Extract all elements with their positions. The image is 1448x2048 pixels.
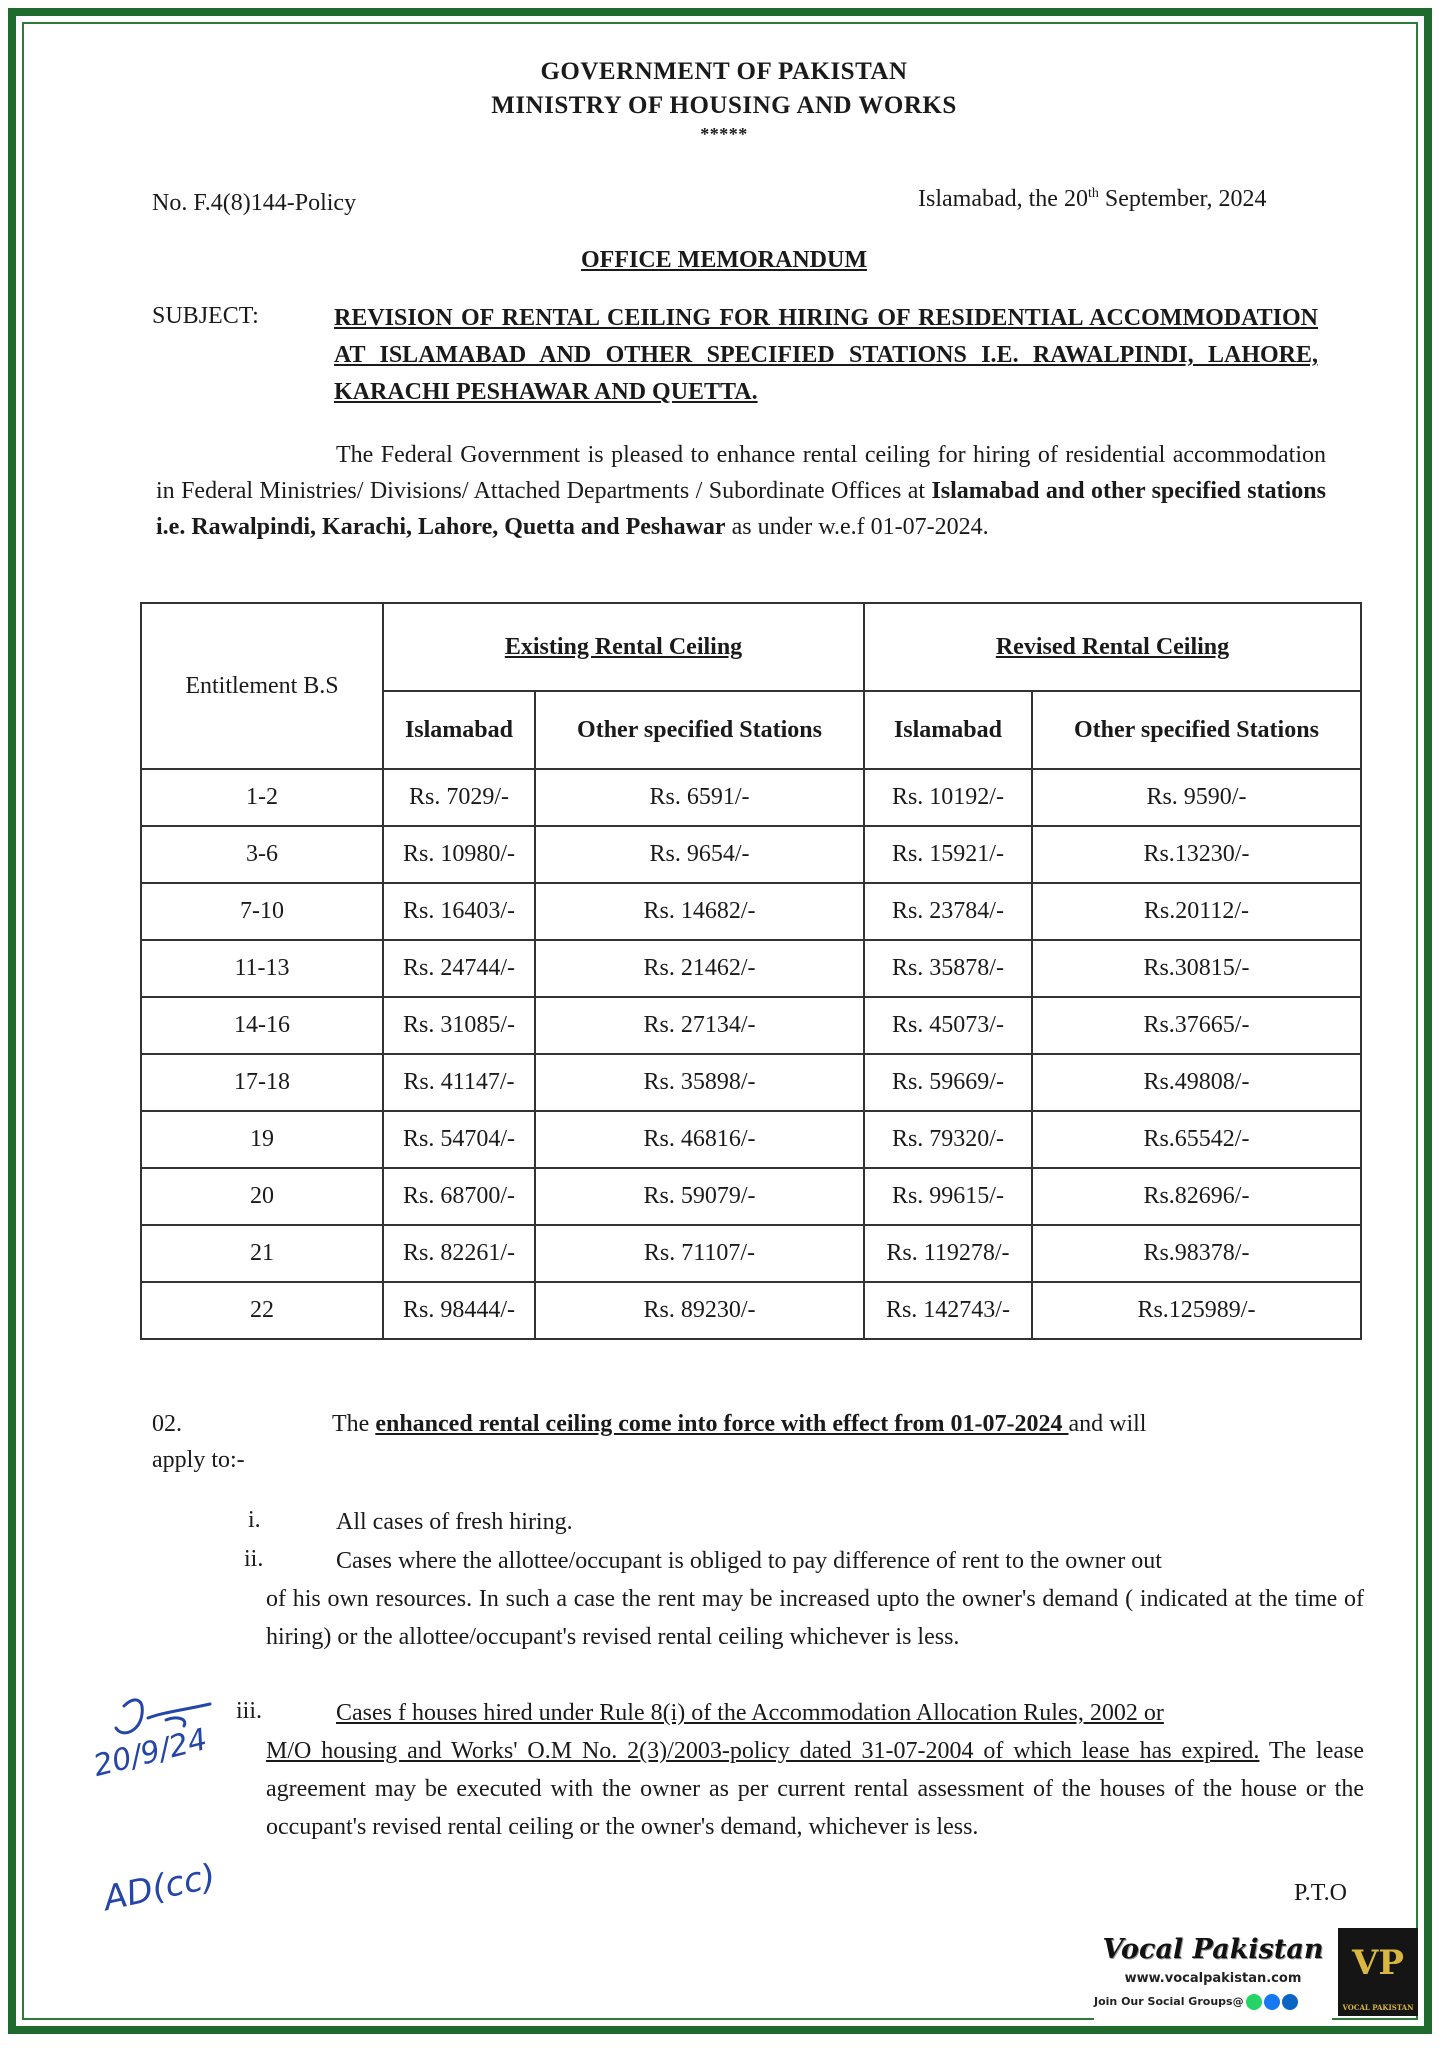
reference-date-prefix: Islamabad, the 20 [918, 186, 1088, 212]
bs-cell: 1-2 [141, 769, 383, 826]
header-ministry: MINISTRY OF HOUSING AND WORKS [491, 92, 957, 119]
whatsapp-icon [1246, 1994, 1262, 2010]
revised-other-cell: Rs.20112/- [1032, 883, 1361, 940]
existing-other-cell: Rs. 46816/- [535, 1111, 864, 1168]
revised-islamabad-cell: Rs. 99615/- [864, 1168, 1032, 1225]
intro-part2: as under w.e.f 01-07-2024. [725, 514, 989, 540]
logo-mark-text: VP [1352, 1943, 1404, 1983]
paragraph-02-post: and will [1068, 1411, 1147, 1437]
existing-islamabad-cell: Rs. 31085/- [383, 997, 535, 1054]
existing-header: Existing Rental Ceiling [383, 603, 864, 691]
revised-other-cell: Rs.82696/- [1032, 1168, 1361, 1225]
existing-islamabad-cell: Rs. 54704/- [383, 1111, 535, 1168]
intro-bold: Islamabad and other specified stations i.e. Rawalpindi, Karachi, Lahore, Quetta and Peshawar [156, 478, 1326, 540]
existing-islamabad-cell: Rs. 24744/- [383, 940, 535, 997]
paragraph-02-line1 [152, 1406, 1360, 1442]
revised-other-cell: Rs. 9590/- [1032, 769, 1361, 826]
bs-cell: 22 [141, 1282, 383, 1339]
existing-other-cell: Rs. 27134/- [535, 997, 864, 1054]
linkedin-icon [1282, 1994, 1298, 2010]
revised-islamabad-cell: Rs. 119278/- [864, 1225, 1032, 1282]
table-row [141, 1168, 1361, 1225]
item-ii-rest: of his own resources. In such a case the rent may be increased upto the owner's demand ( indicated at the time of hiring) or the allottee/occupant's revised rental ceiling whichever is less. [266, 1586, 1364, 1650]
paragraph-02-underlined: enhanced rental ceiling come into force with effect from 01-07-2024 [375, 1411, 1069, 1437]
revised-islamabad-cell: Rs. 35878/- [864, 940, 1032, 997]
watermark-url: www.vocalpakistan.com [1124, 1971, 1302, 1986]
existing-other-cell: Rs. 59079/- [535, 1168, 864, 1225]
bs-cell: 7-10 [141, 883, 383, 940]
bs-cell: 20 [141, 1168, 383, 1225]
revised-other-cell: Rs.98378/- [1032, 1225, 1361, 1282]
revised-islamabad-header: Islamabad [864, 691, 1032, 769]
table-row [141, 940, 1361, 997]
watermark-social-text: Join Our Social Groups@ [1094, 1995, 1244, 2008]
item-iii-number: iii. [236, 1698, 263, 1724]
revised-header: Revised Rental Ceiling [864, 603, 1361, 691]
revised-islamabad-cell: Rs. 10192/- [864, 769, 1032, 826]
handwritten-initials: AD(cc) [100, 1856, 220, 1920]
revised-other-cell: Rs.13230/- [1032, 826, 1361, 883]
vocal-pakistan-watermark [1094, 1934, 1332, 2022]
item-ii-number: ii. [244, 1546, 264, 1572]
revised-other-cell: Rs.65542/- [1032, 1111, 1361, 1168]
item-ii-text [266, 1542, 1364, 1656]
facebook-icon [1264, 1994, 1280, 2010]
existing-other-cell: Rs. 71107/- [535, 1225, 864, 1282]
revised-islamabad-cell: Rs. 142743/- [864, 1282, 1032, 1339]
bs-cell: 3-6 [141, 826, 383, 883]
table-row [141, 826, 1361, 883]
table-row [141, 883, 1361, 940]
header-government: GOVERNMENT OF PAKISTAN [540, 58, 908, 85]
reference-date-suffix: September, 2024 [1098, 186, 1267, 212]
pto-label: P.T.O [1294, 1880, 1347, 1906]
entitlement-header: Entitlement B.S [141, 603, 383, 769]
existing-islamabad-cell: Rs. 7029/- [383, 769, 535, 826]
table-row [141, 1282, 1361, 1339]
vocal-pakistan-logo-icon [1338, 1928, 1418, 2016]
bs-cell: 19 [141, 1111, 383, 1168]
item-i-text: All cases of fresh hiring. [336, 1509, 573, 1535]
existing-islamabad-cell: Rs. 10980/- [383, 826, 535, 883]
revised-other-cell: Rs.125989/- [1032, 1282, 1361, 1339]
existing-islamabad-cell: Rs. 41147/- [383, 1054, 535, 1111]
existing-other-cell: Rs. 6591/- [535, 769, 864, 826]
item-iii-lead: Cases f houses hired under Rule 8(i) of the Accommodation Allocation Rules, 2002 or [336, 1700, 1164, 1726]
item-iii-underlined-rest: M/O housing and Works' O.M No. 2(3)/2003-policy dated 31-07-2004 of which lease has expired. [266, 1738, 1260, 1764]
table-row [141, 1111, 1361, 1168]
memo-title-text: OFFICE MEMORANDUM [581, 247, 867, 273]
existing-other-cell: Rs. 89230/- [535, 1282, 864, 1339]
item-ii-lead: Cases where the allottee/occupant is obliged to pay difference of rent to the owner out [336, 1548, 1162, 1574]
table-row [141, 1225, 1361, 1282]
table-row [141, 769, 1361, 826]
paragraph-02 [152, 1406, 1360, 1478]
header-stars: ***** [700, 124, 748, 144]
intro-part1: The Federal Government is pleased to enhance rental ceiling for hiring of residential accommodation in Federal Ministries/ Divisions/ Attached Departments / Subordinate Offices at [156, 442, 1326, 504]
item-iii-rest: The lease agreement may be executed with the owner as per current rental assessment of the houses of the house or the occupant's revised rental ceiling or the owner's demand, whichever is less. [266, 1738, 1365, 1840]
item-iii-text [266, 1694, 1364, 1846]
table-row [141, 1054, 1361, 1111]
existing-islamabad-cell: Rs. 68700/- [383, 1168, 535, 1225]
revised-islamabad-cell: Rs. 45073/- [864, 997, 1032, 1054]
existing-islamabad-cell: Rs. 82261/- [383, 1225, 535, 1282]
bs-cell: 17-18 [141, 1054, 383, 1111]
revised-other-header: Other specified Stations [1032, 691, 1361, 769]
bs-cell: 14-16 [141, 997, 383, 1054]
existing-islamabad-header: Islamabad [383, 691, 535, 769]
existing-other-cell: Rs. 14682/- [535, 883, 864, 940]
table-row [141, 997, 1361, 1054]
memo-title [0, 247, 1448, 274]
existing-other-cell: Rs. 21462/- [535, 940, 864, 997]
revised-other-cell: Rs.37665/- [1032, 997, 1361, 1054]
reference-date [918, 186, 1267, 213]
revised-islamabad-cell: Rs. 15921/- [864, 826, 1032, 883]
revised-islamabad-cell: Rs. 59669/- [864, 1054, 1032, 1111]
reference-number: No. F.4(8)144-Policy [152, 190, 357, 216]
revised-other-cell: Rs.49808/- [1032, 1054, 1361, 1111]
bs-cell: 21 [141, 1225, 383, 1282]
reference-date-sup: th [1087, 186, 1099, 201]
watermark-name: Vocal Pakistan [1102, 1934, 1324, 1965]
paragraph-02-pre: The [332, 1411, 376, 1437]
revised-islamabad-cell: Rs. 23784/- [864, 883, 1032, 940]
rental-ceiling-table [140, 602, 1362, 1340]
subject-text: REVISION OF RENTAL CEILING FOR HIRING OF RESIDENTIAL ACCOMMODATION AT ISLAMABAD AND OTHER SPECIFIED STATIONS I.E. RAWALPINDI, LAHORE, KARACHI PESHAWAR AND QUETTA. [334, 305, 1318, 405]
bs-cell: 11-13 [141, 940, 383, 997]
existing-islamabad-cell: Rs. 16403/- [383, 883, 535, 940]
paragraph-02-line2: apply to:- [152, 1447, 245, 1473]
item-iii-body [266, 1732, 1364, 1846]
revised-other-cell: Rs.30815/- [1032, 940, 1361, 997]
logo-mark-caption: VOCAL PAKISTAN [1342, 2003, 1414, 2012]
paragraph-02-number: 02. [152, 1411, 182, 1437]
existing-other-header: Other specified Stations [535, 691, 864, 769]
item-i-number: i. [248, 1507, 261, 1533]
revised-islamabad-cell: Rs. 79320/- [864, 1111, 1032, 1168]
intro-paragraph [156, 437, 1326, 545]
existing-other-cell: Rs. 9654/- [535, 826, 864, 883]
subject-label: SUBJECT: [152, 303, 259, 329]
handwritten-date: 20/9/24 [90, 1722, 211, 1784]
existing-islamabad-cell: Rs. 98444/- [383, 1282, 535, 1339]
existing-other-cell: Rs. 35898/- [535, 1054, 864, 1111]
watermark-social [1094, 1994, 1332, 2010]
